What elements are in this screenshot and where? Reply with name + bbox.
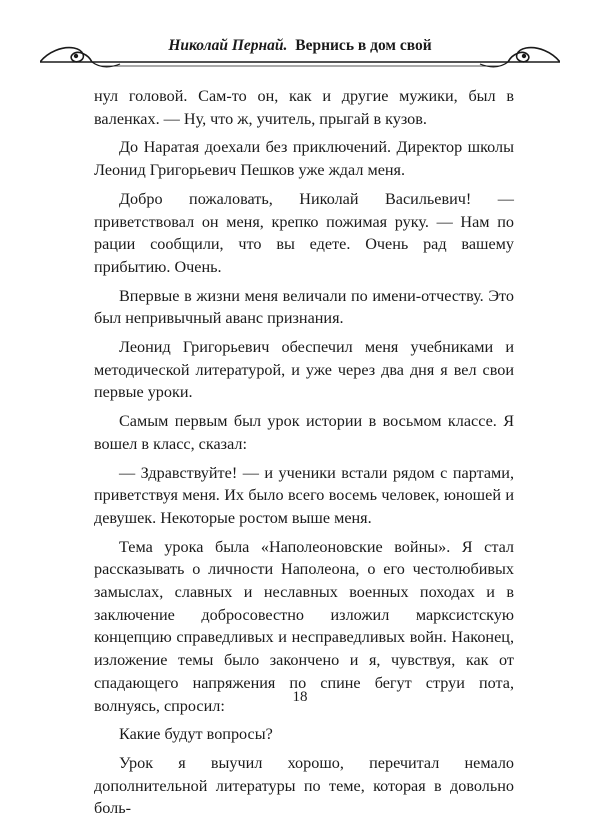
header-book-title: Вернись в дом свой <box>295 37 432 54</box>
paragraph: Впервые в жизни меня величали по имени-отчеству. Это был непривычный аванс признания. <box>94 286 514 328</box>
page-number: 18 <box>292 689 308 705</box>
body-text <box>94 85 514 826</box>
paragraph: Леонид Григорьевич обеспечил меня учебниками и методической литературой, и уже через два дня я вел свои первые уроки. <box>94 338 514 402</box>
paragraph: — Здравствуйте! — и ученики встали рядом с партами, приветствуя меня. Их было всего восемь человек, юношей и девушек. Некоторые ростом выше меня. <box>94 463 514 527</box>
paragraph: нул головой. Сам-то он, как и другие мужики, был в валенках. — Ну, что ж, учитель, прыгай в кузов. <box>94 87 514 128</box>
paragraph: Тема урока была «Наполеоновские войны». Я стал рассказывать о личности Наполеона, о его честолюбивых замыслах, славных и неславных военных походах и в заключение добросовестно изложил марксистскую концепцию справедливых и несправедливых войн. Наконец, изложение темы было закончено и я, чувствуя, как от спадающего напряжения по спине бегут струи пота, волнуясь, спросил: <box>94 537 514 715</box>
paragraph: Добро пожаловать, Николай Васильевич! — приветствовал он меня, крепко пожимая руку. — Нам по рации сообщили, что вы едете. Очень рад вашему прибытию. Очень. <box>94 189 514 276</box>
paragraph: До Наратая доехали без приключений. Директор школы Леонид Григорьевич Пешков уже ждал меня. <box>94 138 514 180</box>
paragraph: Какие будут вопросы? <box>119 725 273 744</box>
header-author: Николай Пернай. <box>168 37 288 54</box>
paragraph: Самым первым был урок истории в восьмом классе. Я вошел в класс, сказал: <box>94 412 514 453</box>
paragraph: Урок я выучил хорошо, перечитал немало дополнительной литературы по теме, которая в довольно боль- <box>94 753 514 818</box>
header-title-line <box>40 37 560 55</box>
running-header <box>40 28 560 74</box>
